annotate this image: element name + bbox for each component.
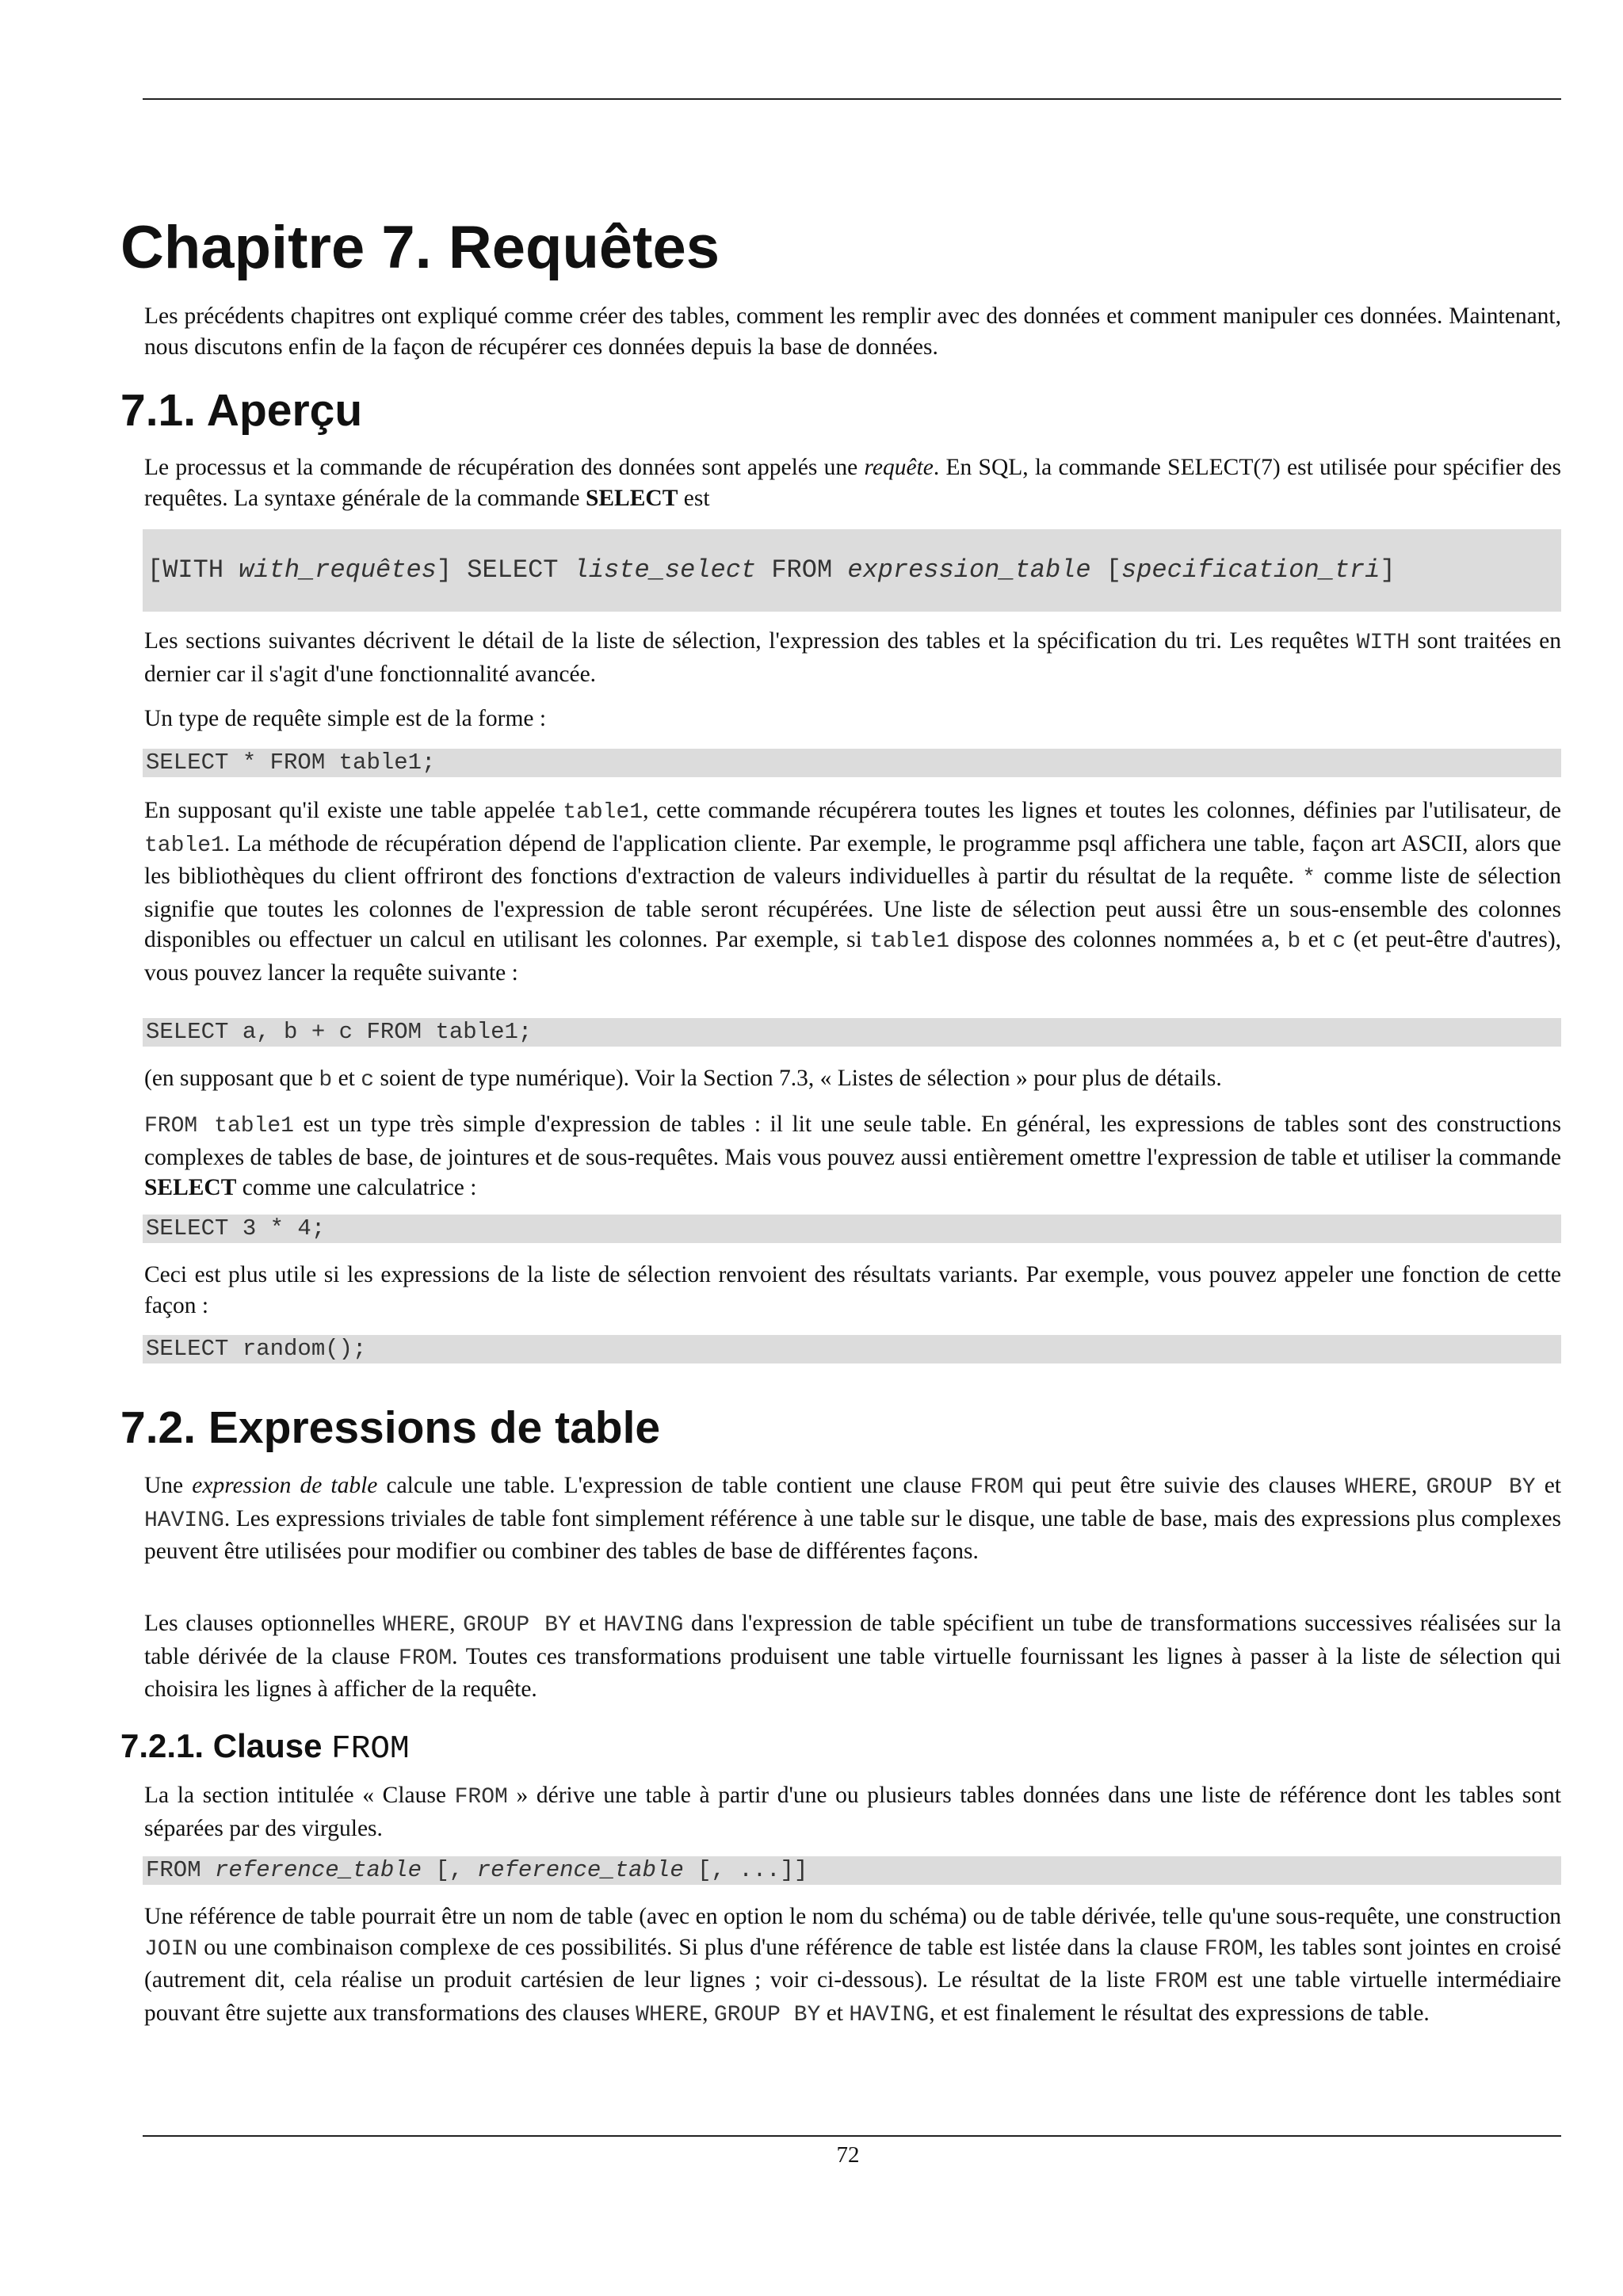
- header-rule: [143, 98, 1561, 100]
- s721-paragraph-2: Une référence de table pourrait être un nom de table (avec en option le nom du schéma) ou de table dérivée, telle qu'une sous-requête, une construction JOIN ou une combinaison complexe de ces possibilités. Si plus d'une référence de table est listée dans la clause FROM, les tables sont jointes en croisé (autrement dit, cela réalise un produit cartésien de leur lignes ; voir ci-dessous). Le résultat de la liste FROM est une table virtuelle intermédiaire pouvant être sujette aux transformations des clauses WHERE, GROUP BY et HAVING, et est finalement le résultat des expressions de table.: [144, 1904, 1561, 2027]
- s71-paragraph-2: Les sections suivantes décrivent le détail de la liste de sélection, l'expression des tables et la spécification du tri. Les requêtes WITH sont traitées en dernier car il s'agit d'une fonctionnalité avancée.: [144, 628, 1561, 687]
- s721-paragraph-1: La la section intitulée « Clause FROM » dérive une table à partir d'une ou plusieurs tables données dans une liste de référence dont les tables sont séparées par des virgules.: [144, 1783, 1562, 1841]
- s71-paragraph-6: FROM table1 est un type très simple d'expression de tables : il lit une seule table. En général, les expressions de tables sont des constructions complexes de tables de base, de jointures et de sous-requêtes. Mais vous pouvez aussi entièrement omettre l'expression de table et utiliser la commande SELECT comme une calculatrice :: [144, 1112, 1561, 1200]
- footer-rule: [143, 2135, 1561, 2137]
- select-syntax-block: [WITH with_requêtes] SELECT liste_select FROM expression_table [specification_tri]: [143, 529, 1561, 612]
- section-7-2-1-heading: 7.2.1. Clause FROM: [120, 1727, 410, 1768]
- s72-paragraph-1: Une expression de table calcule une table. L'expression de table contient une clause FROM qui peut être suivie des clauses WHERE, GROUP BY et HAVING. Les expressions triviales de table font simplement référence à une table sur le disque, une table de base, mais des expressions plus complexes peuvent être utilisées pour modifier ou combiner des tables de base de différentes façons.: [144, 1473, 1562, 1564]
- code-select-calc: SELECT 3 * 4;: [143, 1215, 1561, 1243]
- code-from-syntax: FROM reference_table [, reference_table [, ...]]: [143, 1856, 1561, 1885]
- s71-paragraph-1: Le processus et la commande de récupération des données sont appelés une requête. En SQL, la commande SELECT(7) est utilisée pour spécifier des requêtes. La syntaxe générale de la commande SELECT est: [144, 455, 1561, 511]
- code-select-star: SELECT * FROM table1;: [143, 749, 1561, 777]
- code-select-random: SELECT random();: [143, 1335, 1561, 1363]
- section-7-1-heading: 7.1. Aperçu: [120, 385, 363, 436]
- page-number: 72: [836, 2142, 860, 2168]
- intro-paragraph: Les précédents chapitres ont expliqué comme créer des tables, comment les remplir avec des données et comment manipuler ces données. Maintenant, nous discutons enfin de la façon de récupérer ces données depuis la base de données.: [144, 303, 1561, 360]
- s71-paragraph-4: En supposant qu'il existe une table appelée table1, cette commande récupérera toutes les lignes et toutes les colonnes, définies par l'utilisateur, de table1. La méthode de récupération dépend de l'application cliente. Par exemple, le programme psql affichera une table, façon art ASCII, alors que les bibliothèques du client offriront des fonctions d'extraction de valeurs individuelles à partir du résultat de la requête. * comme liste de sélection signifie que toutes les colonnes de l'expression de table seront récupérées. Une liste de sélection peut aussi être un sous-ensemble des colonnes disponibles ou effectuer un calcul en utilisant les colonnes. Par exemple, si table1 dispose des colonnes nommées a, b et c (et peut-être d'autres), vous pouvez lancer la requête suivante :: [144, 798, 1562, 986]
- code-select-abc: SELECT a, b + c FROM table1;: [143, 1018, 1561, 1047]
- s71-paragraph-7: Ceci est plus utile si les expressions de la liste de sélection renvoient des résultats variants. Par exemple, vous pouvez appeler une fonction de cette façon :: [144, 1262, 1561, 1318]
- s72-paragraph-2: Les clauses optionnelles WHERE, GROUP BY et HAVING dans l'expression de table spécifient un tube de transformations successives réalisées sur la table dérivée de la clause FROM. Toutes ces transformations produisent une table virtuelle fournissant les lignes à passer à la liste de sélection qui choisira les lignes à afficher de la requête.: [144, 1611, 1562, 1702]
- s71-paragraph-3: Un type de requête simple est de la forme :: [144, 706, 547, 731]
- section-7-2-heading: 7.2. Expressions de table: [120, 1402, 661, 1453]
- s71-paragraph-5: (en supposant que b et c soient de type numérique). Voir la Section 7.3, « Listes de sélection » pour plus de détails.: [144, 1066, 1222, 1093]
- chapter-title: Chapitre 7. Requêtes: [120, 214, 720, 281]
